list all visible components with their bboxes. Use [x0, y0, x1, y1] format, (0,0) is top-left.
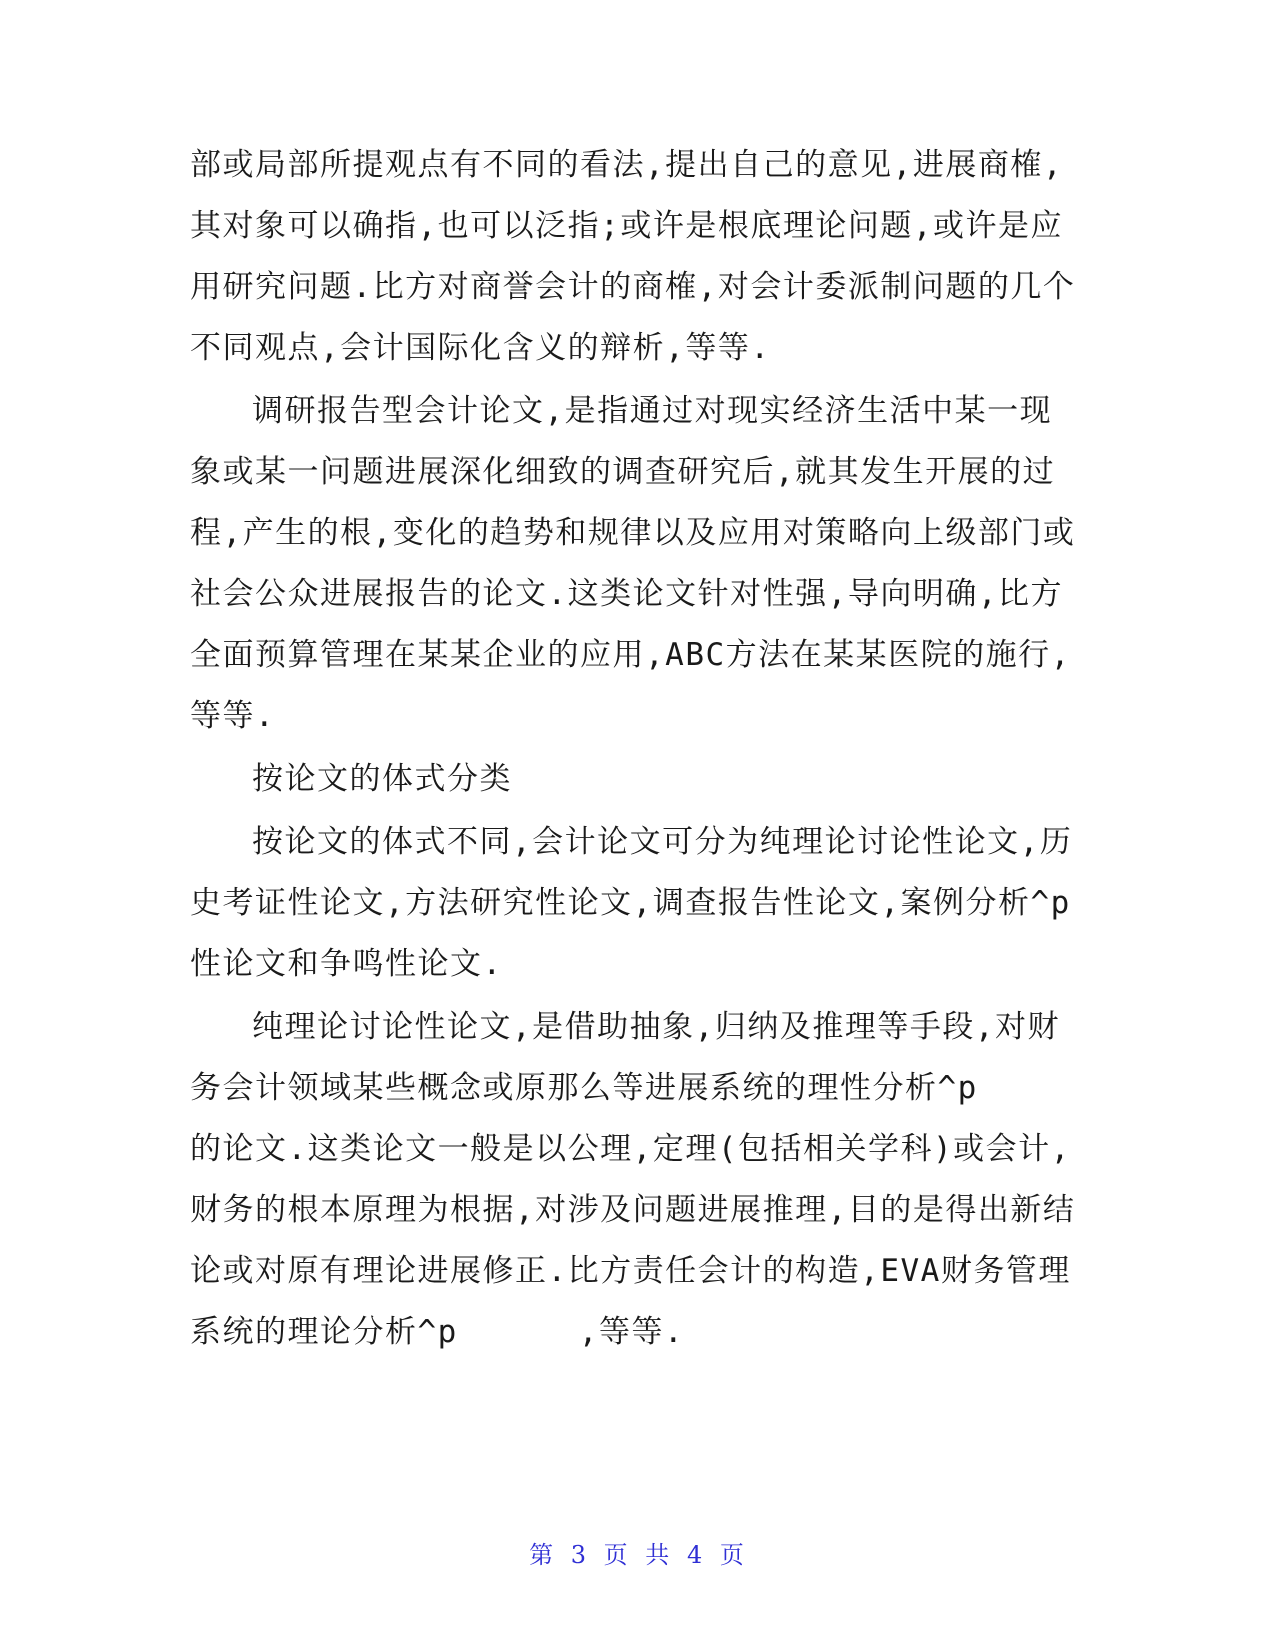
paragraph-1-line-4: 不同观点,会计国际化含义的辩析,等等. — [190, 330, 771, 366]
paragraph-3-line-1: 按论文的体式不同,会计论文可分为纯理论讨论性论文,历 — [252, 824, 1073, 860]
paragraph-2-line-6: 等等. — [190, 698, 276, 734]
paragraph-4-line-3: 的论文.这类论文一般是以公理,定理(包括相关学科)或会计, — [190, 1131, 1071, 1167]
section-heading: 按论文的体式分类 — [252, 761, 512, 797]
paragraph-2-line-4: 社会公众进展报告的论文.这类论文针对性强,导向明确,比方 — [190, 576, 1063, 612]
paragraph-3-line-3: 性论文和争鸣性论文. — [190, 946, 503, 982]
paragraph-1-line-1: 部或局部所提观点有不同的看法,提出自己的意见,进展商榷, — [190, 147, 1063, 183]
paragraph-4-line-1: 纯理论讨论性论文,是借助抽象,归纳及推理等手段,对财 — [252, 1009, 1060, 1045]
paragraph-2-line-1: 调研报告型会计论文,是指通过对现实经济生活中某一现 — [252, 393, 1053, 429]
paragraph-4-line-2: 务会计领域某些概念或原那么等进展系统的理性分析^p — [190, 1070, 978, 1106]
paragraph-2-line-3: 程,产生的根,变化的趋势和规律以及应用对策略向上级部门或 — [190, 515, 1076, 551]
paragraph-4-line-5: 论或对原有理论进展修正.比方责任会计的构造,EVA财务管理 — [190, 1253, 1071, 1289]
paragraph-2-line-5: 全面预算管理在某某企业的应用,ABC方法在某某医院的施行, — [190, 637, 1071, 673]
paragraph-3-line-2: 史考证性论文,方法研究性论文,调查报告性论文,案例分析^p — [190, 885, 1071, 921]
paragraph-1-line-2: 其对象可以确指,也可以泛指;或许是根底理论问题,或许是应 — [190, 208, 1063, 244]
paragraph-4-line-6: 系统的理论分析^p ,等等. — [190, 1314, 685, 1350]
paragraph-1-line-3: 用研究问题.比方对商誉会计的商榷,对会计委派制问题的几个 — [190, 269, 1076, 305]
paragraph-2-line-2: 象或某一问题进展深化细致的调查研究后,就其发生开展的过 — [190, 454, 1056, 490]
paragraph-4-line-4: 财务的根本原理为根据,对涉及问题进展推理,目的是得出新结 — [190, 1192, 1076, 1228]
page-number-footer: 第 3 页 共 4 页 — [529, 1541, 746, 1569]
